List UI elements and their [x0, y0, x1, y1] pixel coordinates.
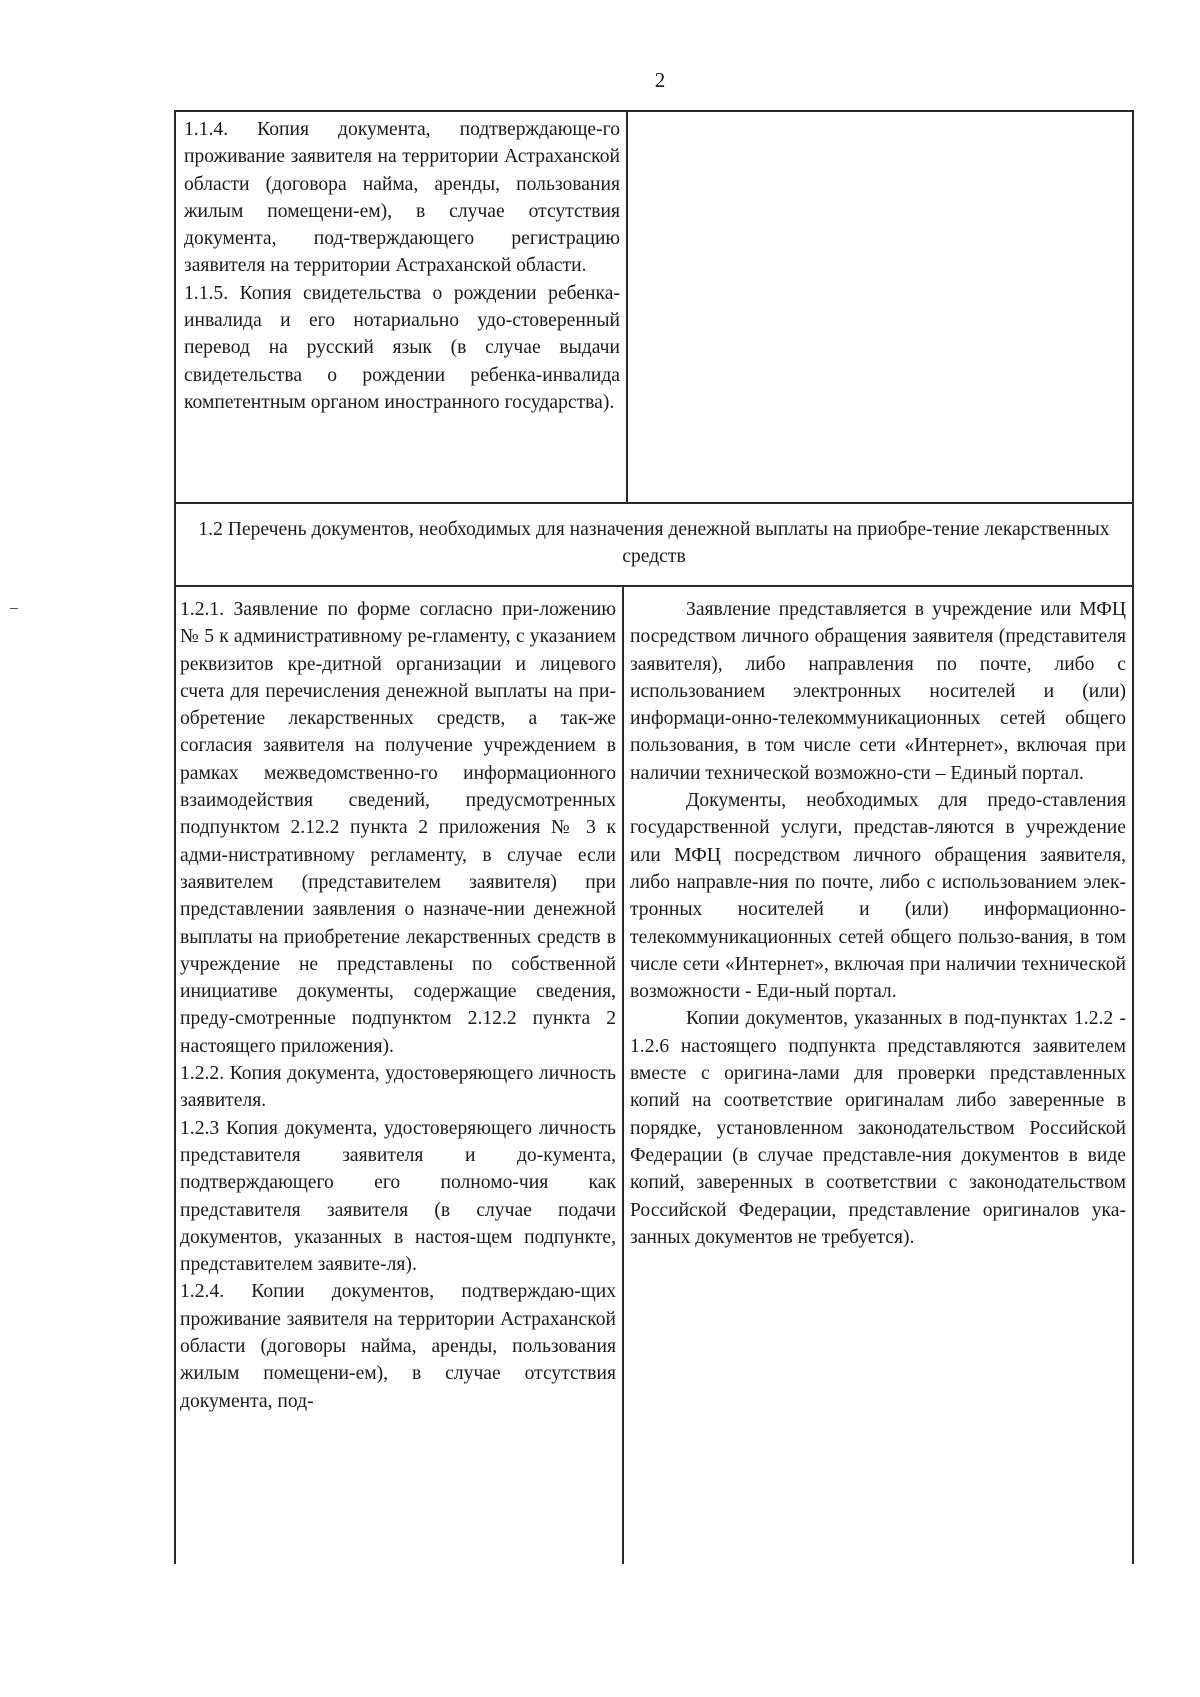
- heading-bottom-border: [174, 585, 1134, 587]
- row1-item-1-1-4: 1.1.4. Копия документа, подтверждающе-го проживание заявителя на территории Астраханской области (договора найма, аренды, пользования жилым помещени-ем), в случае отсутствия документа, под-тверждающего регистрацию заявителя на территории Астраханской области.: [184, 119, 620, 277]
- row2-left-cell: [180, 596, 616, 1415]
- row2-item-1-2-1: 1.2.1. Заявление по форме согласно при-ложению № 5 к административному ре-гламенту, с указанием реквизитов кре-дитной организации и лицевого счета для перечисления денежной выплаты на при-обретение лекарственных средств, а так-же согласия заявителя на получение учреждением в рамках межведомственно-го информационного взаимодействия сведений, предусмотренных подпунктом 2.12.2 пункта 2 приложения № 3 к адми-нистративному регламенту, в случае если заявителем (представителем заявителя) при представлении заявления о назначе-нии денежной выплаты на приобретение лекарственных средств в учреждение не представлены по собственной инициативе документы, содержащие сведения, преду-смотренные подпунктом 2.12.2 пункта 2 настоящего приложения).: [180, 599, 616, 1057]
- table-left-border: [174, 110, 176, 1564]
- scan-artifact: [10, 608, 18, 609]
- row1-bottom-border: [174, 502, 1134, 504]
- table-top-border: [174, 110, 1134, 112]
- document-table: [174, 110, 1134, 1564]
- row2-right-paragraph-1: Заявление представляется в учреждение или МФЦ посредством личного обращения заявителя (представителя заявителя), либо направления по почте, либо с использованием электронных носителей и (или) информаци-онно-телекоммуникационных сетей общего пользования, в том числе сети «Интернет», включая при наличии технической возможно-сти – Единый портал.: [630, 599, 1126, 784]
- row1-column-divider: [626, 110, 628, 502]
- row2-right-paragraph-2: Документы, необходимых для предо-ставления государственной услуги, представ-ляются в учреждение или МФЦ посредством личного обращения заявителя, либо направле-ния по почте, либо с использованием элек-тронных носителей и (или) информационно-телекоммуникационных сетей общего пользо-вания, в том числе сети «Интернет», включая при наличии технической возможности - Еди-ный портал.: [630, 790, 1126, 1003]
- page-number: 2: [654, 68, 666, 92]
- table-right-border: [1132, 110, 1134, 1564]
- row1-item-1-1-5: 1.1.5. Копия свидетельства о рождении ребенка-инвалида и его нотариально удо-стоверенный перевод на русский язык (в случае выдачи свидетельства о рождении ребенка-инвалида компетентным органом иностранного государства).: [184, 282, 620, 413]
- row2-item-1-2-3: 1.2.3 Копия документа, удостоверяющего личность представителя заявителя и до-кумента, подтверждающего его полномо-чия как представителя заявителя (в случае подачи документов, указанных в настоя-щем подпункте, представителем заявите-ля).: [180, 1117, 616, 1276]
- row2-right-cell: [630, 596, 1126, 1251]
- section-heading: 1.2 Перечень документов, необходимых для назначения денежной выплаты на приобре-тение лекарственных средств: [198, 519, 1110, 568]
- row2-item-1-2-2: 1.2.2. Копия документа, удостоверяющего личность заявителя.: [180, 1063, 616, 1112]
- row2-column-divider: [622, 585, 624, 1564]
- row2-right-paragraph-3: Копии документов, указанных в под-пунктах 1.2.2 - 1.2.6 настоящего подпункта представляются заявителем вместе с оригина-лами для проверки представленных копий на соответствие оригиналам либо заверенные в порядке, установленном законодательством Российской Федерации (в случае представле-ния документов в виде копий, заверенных в соответствии с законодательством Российской Федерации, представление оригиналов ука-занных документов не требуется).: [630, 1008, 1126, 1248]
- row1-left-cell: [184, 116, 620, 416]
- row2-item-1-2-4: 1.2.4. Копии документов, подтверждаю-щих проживание заявителя на территории Астраханской области (договоры найма, аренды, пользования жилым помещени-ем), в случае отсутствия документа, под-: [180, 1281, 616, 1412]
